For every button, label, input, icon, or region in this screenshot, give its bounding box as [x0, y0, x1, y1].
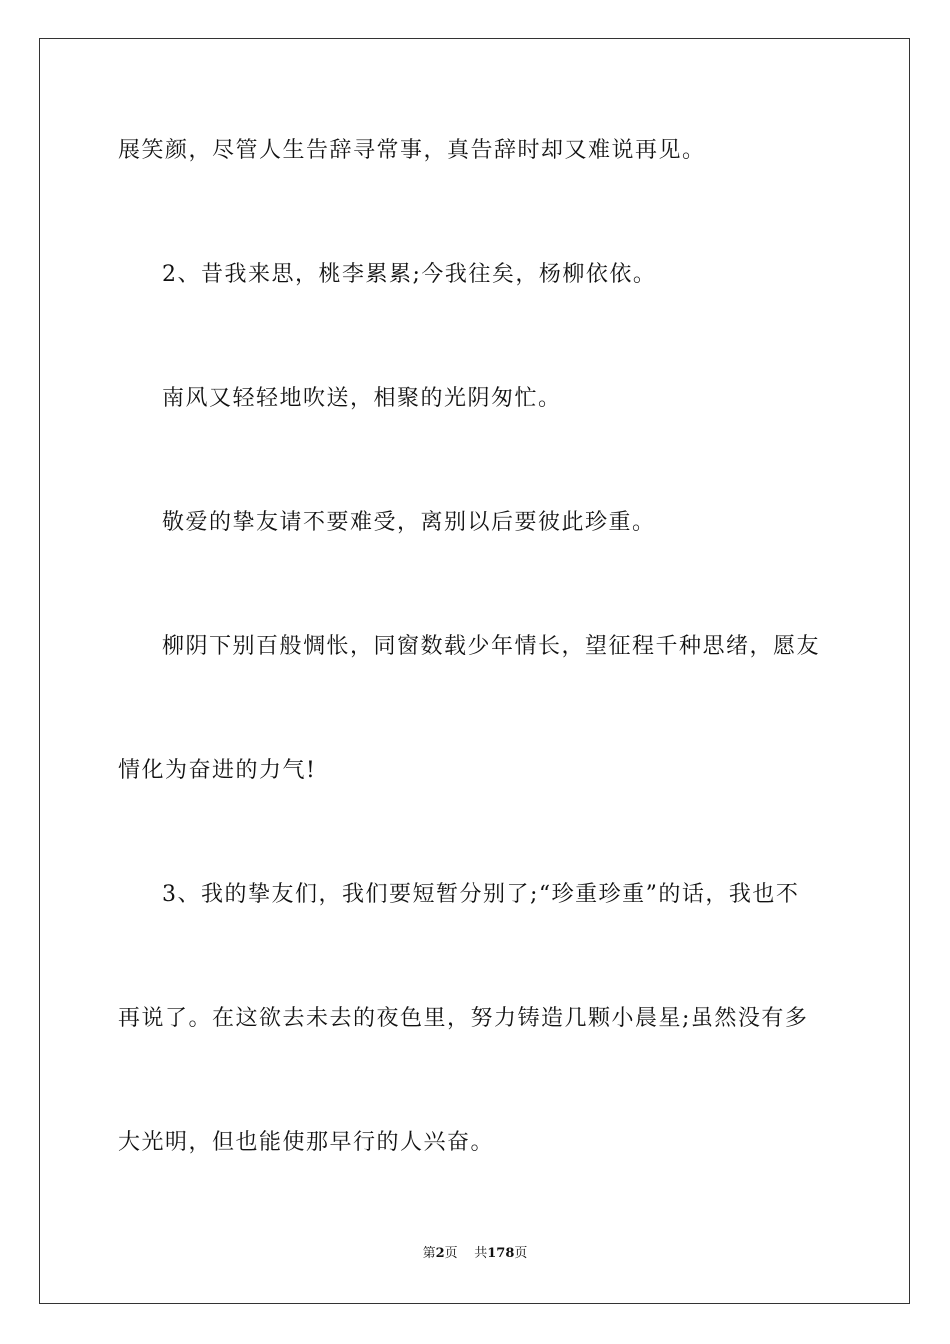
paragraph-line: 敬爱的挚友请不要难受，离别以后要彼此珍重。: [162, 510, 656, 535]
paragraph-line: 南风又轻轻地吹送，相聚的光阴匆忙。: [162, 386, 562, 411]
total-prefix: 共: [474, 1246, 488, 1261]
page-border: [39, 38, 910, 1304]
page-prefix: 第: [422, 1246, 436, 1261]
paragraph-line: 柳阴下别百般惆怅，同窗数载少年情长，望征程千种思绪，愿友: [162, 634, 821, 659]
paragraph-line: 大光明，但也能使那早行的人兴奋。: [118, 1130, 495, 1155]
page-suffix: 页: [444, 1246, 458, 1261]
page-number: 2: [435, 1246, 445, 1261]
paragraph-line: 情化为奋进的力气!: [118, 758, 317, 783]
paragraph-line: 3、我的挚友们，我们要短暂分别了;“珍重珍重”的话，我也不: [162, 882, 800, 907]
paragraph-line: 再说了。在这欲去未去的夜色里，努力铸造几颗小晨星;虽然没有多: [118, 1006, 809, 1031]
total-pages: 178: [487, 1246, 515, 1261]
paragraph-line: 2、昔我来思，桃李累累;今我往矣，杨柳依依。: [162, 262, 657, 287]
paragraph-line: 展笑颜，尽管人生告辞寻常事，真告辞时却又难说再见。: [118, 138, 706, 163]
total-suffix: 页: [514, 1246, 528, 1261]
page-footer: [0, 1245, 950, 1263]
